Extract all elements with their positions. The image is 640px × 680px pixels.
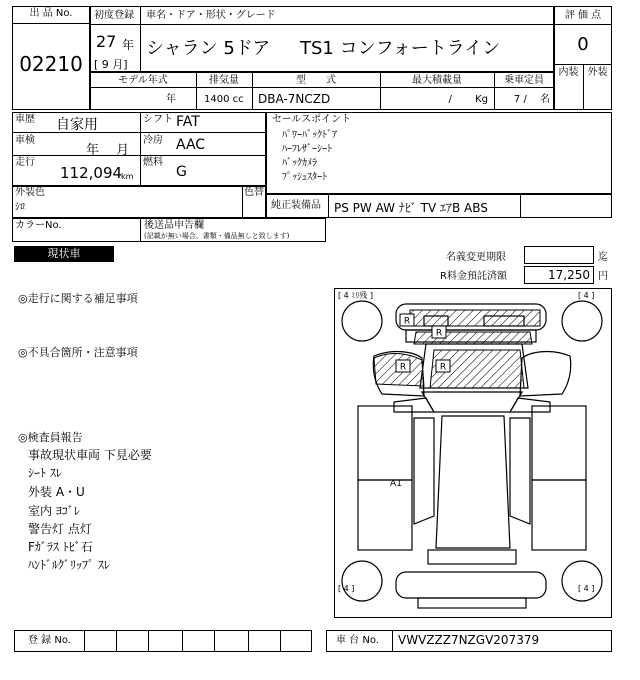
- displacement: 1400 cc: [204, 94, 244, 105]
- ac-label: 冷房: [143, 135, 163, 146]
- model: DBA-7NCZD: [258, 92, 331, 106]
- equipment: PS PW AW ﾅﾋﾞ TV ｴｱB ABS: [334, 201, 488, 215]
- delivery-label: 後送品申告欄: [144, 220, 204, 231]
- model-year-unit: 年: [166, 94, 176, 105]
- name-change-suffix: 迄: [598, 252, 608, 263]
- sales-points-label: セールスポイント: [272, 114, 352, 125]
- tire-rear-right: [ 4 ]: [578, 584, 595, 593]
- inspection: 年 月: [86, 143, 130, 158]
- mileage-label: 走行: [15, 157, 35, 168]
- car-name-label: 車名・ドア・形状・グレード: [146, 10, 276, 21]
- history: 自家用: [56, 117, 98, 133]
- sales-point-item: ﾌﾟｯｼｭｽﾀｰﾄ: [282, 172, 327, 183]
- name-change-field: [524, 246, 594, 264]
- lot-label: 出 品 No.: [12, 8, 90, 24]
- capacity-label: 乗車定員: [504, 75, 544, 86]
- exterior-label: 外装: [587, 67, 608, 78]
- vehicle-info-box: [12, 112, 266, 186]
- mileage-unit: km: [121, 172, 134, 181]
- inspector-line: 外装 A・U: [28, 485, 85, 499]
- model-label: 型 式: [296, 75, 336, 86]
- diagram-frame: [334, 288, 612, 618]
- sales-point-item: ﾊﾟﾜｰﾊﾞｯｸﾄﾞｱ: [282, 130, 337, 141]
- damage-mark-a1: A1: [390, 479, 402, 489]
- rating-value: 0: [577, 34, 589, 55]
- fuel: G: [176, 164, 187, 180]
- name-change-label: 名義変更期限: [446, 252, 506, 263]
- ext-color: ｼﾛ: [15, 202, 25, 213]
- tire-front-left: [ 4 ﾐﾘ残 ]: [338, 291, 373, 300]
- tire-front-right: [ 4 ]: [578, 291, 595, 300]
- lot-number: 02210: [19, 52, 83, 76]
- sales-point-item: ﾊｰﾌﾚｻﾞｰｼｰﾄ: [282, 144, 332, 155]
- inspector-line: 室内 ﾖｺﾞﾚ: [28, 504, 80, 518]
- color-box: [12, 186, 266, 218]
- repair-mark: R: [439, 362, 447, 373]
- inspector-line: ｼｰﾄ ｽﾚ: [28, 466, 62, 480]
- first-reg-year: 27: [96, 32, 117, 51]
- car-name: シャラン 5ドア: [146, 38, 271, 59]
- ac: AAC: [176, 137, 206, 153]
- max-load: / Kg: [448, 94, 488, 105]
- registration-label: 登 録 No.: [28, 635, 71, 646]
- inspection-label: 車検: [15, 135, 35, 146]
- chassis-label: 車 台 No.: [336, 635, 379, 646]
- first-reg-month: [ 9 月]: [94, 58, 128, 71]
- car-grade: TS1 コンフォートライン: [300, 38, 501, 59]
- ext-color-label: 外装色: [15, 187, 45, 198]
- delivery-note: (記載が無い場合、書類・備品無しと致します): [144, 232, 290, 240]
- recycle-value: 17,250: [548, 268, 590, 282]
- first-reg-label: 初度登録: [94, 10, 134, 21]
- history-label: 車歴: [15, 114, 35, 125]
- displacement-label: 排気量: [209, 75, 239, 86]
- model-year-label: モデル年式: [118, 75, 168, 86]
- equipment-label: 純正装備品: [271, 200, 321, 211]
- sales-point-item: ﾊﾞｯｸｶﾒﾗ: [282, 158, 317, 169]
- color-change-label: 色替: [244, 187, 264, 198]
- recycle-label: R料金預託済額: [440, 271, 507, 282]
- capacity: 7 / 名: [513, 94, 550, 105]
- max-load-label: 最大積載量: [412, 75, 462, 86]
- mileage: 112,094: [60, 164, 123, 182]
- inspector-line: 警告灯 点灯: [28, 522, 92, 536]
- repair-mark: R: [399, 362, 407, 373]
- repair-mark: R: [435, 328, 443, 339]
- driving-notes-label: ◎走行に関する補足事項: [18, 292, 138, 305]
- color-no-label: カラーNo.: [15, 220, 62, 231]
- chassis-number: VWVZZZ7NZGV207379: [398, 633, 540, 647]
- rating-label: 評 価 点: [564, 10, 602, 21]
- defects-label: ◎不具合箇所・注意事項: [18, 346, 138, 359]
- recycle-unit: 円: [598, 271, 608, 282]
- shift-label: シフト: [143, 114, 173, 125]
- shift: FAT: [176, 114, 200, 130]
- repair-mark: R: [403, 316, 411, 327]
- interior-label: 内装: [558, 67, 579, 78]
- status-tab: 現状車: [14, 246, 114, 262]
- inspector-line: Fｶﾞﾗｽ ﾄﾋﾞ石: [28, 540, 93, 554]
- inspector-label: ◎検査員報告: [18, 431, 83, 444]
- inspector-line: 事故現状車両 下見必要: [28, 448, 152, 462]
- tire-rear-left: [ 4 ]: [338, 584, 355, 593]
- inspector-line: ﾊﾝﾄﾞﾙｸﾞﾘｯﾌﾟ ｽﾚ: [28, 558, 110, 572]
- fuel-label: 燃料: [143, 157, 163, 168]
- year-unit: 年: [122, 38, 135, 52]
